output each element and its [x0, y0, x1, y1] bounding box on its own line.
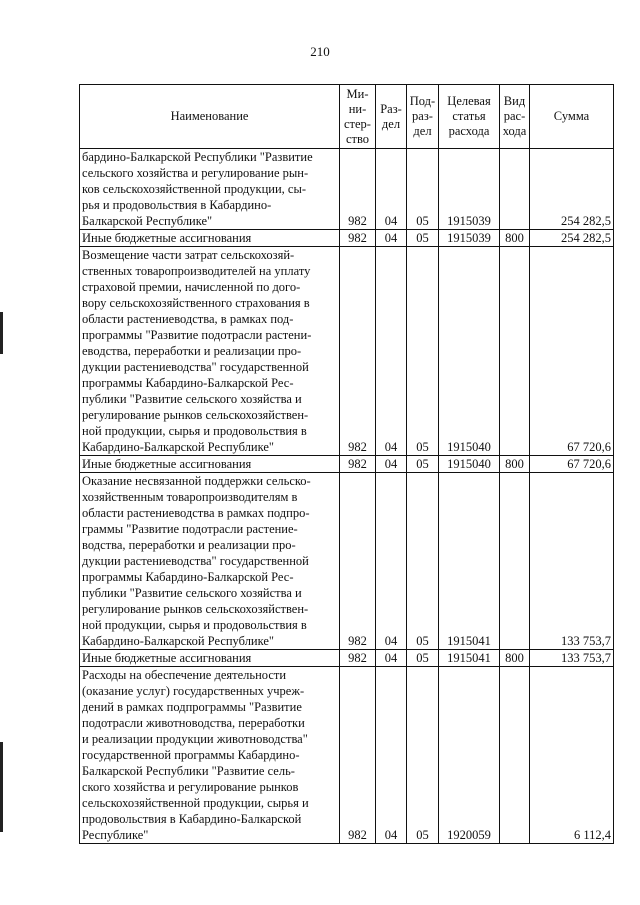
table-row: [80, 456, 614, 473]
row-section: 04: [376, 230, 407, 247]
table-row: [80, 230, 614, 247]
row-subsection: 05: [407, 650, 439, 667]
row-ministry: 982: [340, 149, 376, 230]
row-ministry: 982: [340, 247, 376, 456]
scan-edge-mark: [0, 742, 3, 832]
row-section: 04: [376, 149, 407, 230]
row-target: 1915039: [439, 230, 500, 247]
row-subsection: 05: [407, 667, 439, 844]
row-section: 04: [376, 667, 407, 844]
header-expense-type: Вид рас- хода: [500, 85, 530, 149]
table-body: [80, 149, 614, 844]
header-sum: Сумма: [530, 85, 614, 149]
header-ministry: Ми- ни- стер- ство: [340, 85, 376, 149]
row-target: 1915041: [439, 473, 500, 650]
row-section: 04: [376, 247, 407, 456]
row-target: 1915039: [439, 149, 500, 230]
row-expense-type: 800: [500, 456, 530, 473]
row-expense-type: [500, 473, 530, 650]
row-ministry: 982: [340, 473, 376, 650]
table-row: [80, 667, 614, 844]
row-ministry: 982: [340, 650, 376, 667]
row-sum: 67 720,6: [530, 456, 614, 473]
page-number: 210: [310, 44, 330, 59]
row-target: 1915041: [439, 650, 500, 667]
row-section: 04: [376, 456, 407, 473]
row-name: Иные бюджетные ассигнования: [80, 650, 340, 667]
table-header: [80, 85, 614, 149]
row-sum: 6 112,4: [530, 667, 614, 844]
row-sum: 133 753,7: [530, 650, 614, 667]
row-sum: 254 282,5: [530, 230, 614, 247]
scan-edge-mark: [0, 312, 3, 354]
row-subsection: 05: [407, 149, 439, 230]
row-name: Возмещение части затрат сельскохозяй- ственных товаропроизводителей на уплату страховой премии, начисленной по дого- вору сельскохозяйственного страхования в области растениеводства, в рамках под- программы "Развитие подотрасли растени- еводства, переработки и реализации про- дукции растениеводства" государственной программы Кабардино-Балкарской Рес- публики "Развитие сельского хозяйства и регулирование рынков сельскохозяйствен- ной продукции, сырья и продовольствия в Кабардино-Балкарской Республике": [80, 247, 340, 456]
row-subsection: 05: [407, 456, 439, 473]
row-sum: 133 753,7: [530, 473, 614, 650]
row-ministry: 982: [340, 230, 376, 247]
table-row: [80, 149, 614, 230]
row-name: Оказание несвязанной поддержки сельско- хозяйственным товаропроизводителям в области растениеводства в рамках подпро- граммы "Развитие подотрасли растение- водства, переработки и реализации про- дукции растениеводства" государственной программы Кабардино-Балкарской Рес- публики "Развитие сельского хозяйства и регулирование рынков сельскохозяйствен- ной продукции, сырья и продовольствия в Кабардино-Балкарской Республике": [80, 473, 340, 650]
header-subsection: Под- раз- дел: [407, 85, 439, 149]
table-row: [80, 650, 614, 667]
row-expense-type: 800: [500, 230, 530, 247]
row-section: 04: [376, 650, 407, 667]
row-name: Иные бюджетные ассигнования: [80, 456, 340, 473]
row-section: 04: [376, 473, 407, 650]
budget-table: [79, 84, 614, 844]
row-name: Иные бюджетные ассигнования: [80, 230, 340, 247]
row-subsection: 05: [407, 247, 439, 456]
row-ministry: 982: [340, 667, 376, 844]
row-sum: 254 282,5: [530, 149, 614, 230]
table-row: [80, 473, 614, 650]
row-subsection: 05: [407, 473, 439, 650]
row-expense-type: [500, 149, 530, 230]
header-name: Наименование: [80, 85, 340, 149]
row-target: 1915040: [439, 247, 500, 456]
row-subsection: 05: [407, 230, 439, 247]
row-expense-type: [500, 247, 530, 456]
table-row: [80, 247, 614, 456]
row-target: 1920059: [439, 667, 500, 844]
row-sum: 67 720,6: [530, 247, 614, 456]
row-ministry: 982: [340, 456, 376, 473]
row-name: бардино-Балкарской Республики "Развитие сельского хозяйства и регулирование рын- ков сельскохозяйственной продукции, сы- рья и продовольствия в Кабардино- Балкарской Республике": [80, 149, 340, 230]
header-section: Раз- дел: [376, 85, 407, 149]
row-target: 1915040: [439, 456, 500, 473]
row-expense-type: 800: [500, 650, 530, 667]
row-expense-type: [500, 667, 530, 844]
header-target: Целевая статья расхода: [439, 85, 500, 149]
row-name: Расходы на обеспечение деятельности (оказание услуг) государственных учреж- дений в рамках подпрограммы "Развитие подотрасли животноводства, переработки и реализации продукции животноводства" государственной программы Кабардино- Балкарской Республики "Развитие сель- ского хозяйства и регулирование рынков сельскохозяйственной продукции, сырья и продовольствия в Кабардино-Балкарской Республике": [80, 667, 340, 844]
